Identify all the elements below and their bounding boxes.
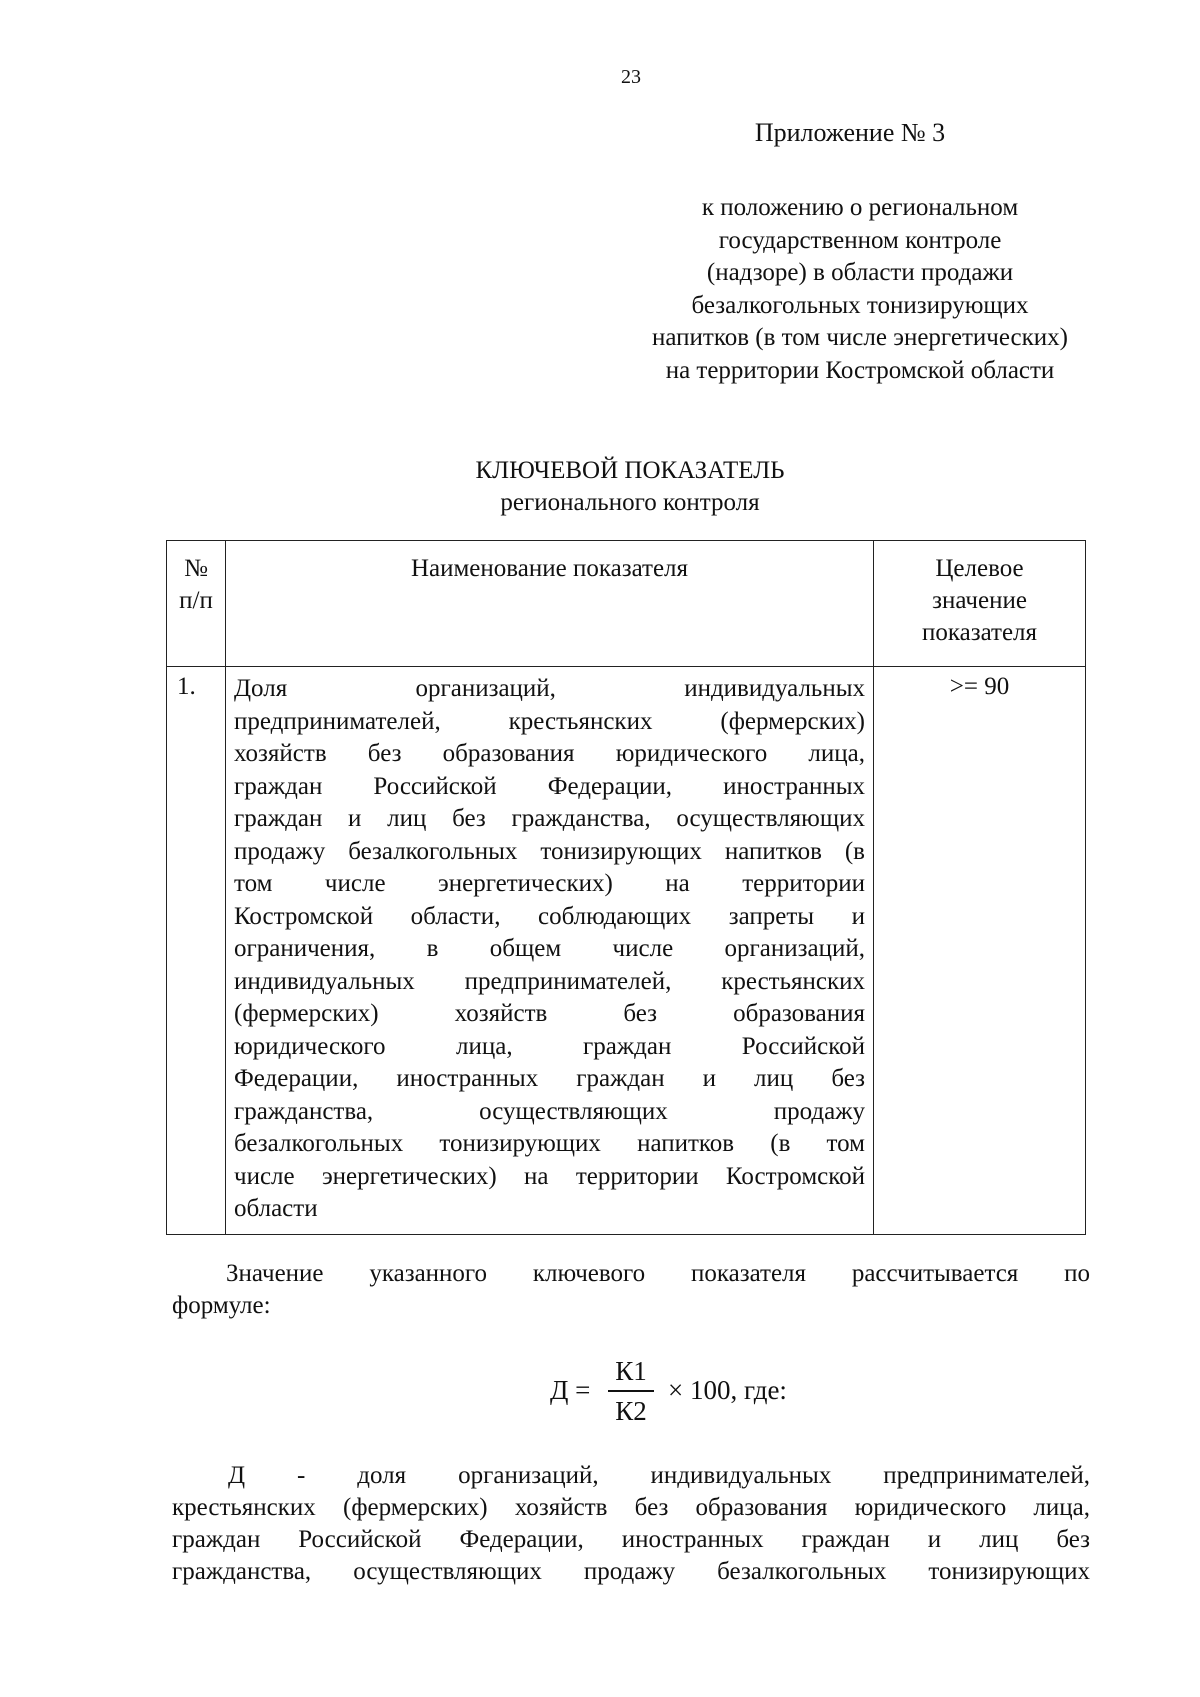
header-target-line: значение bbox=[932, 587, 1027, 614]
appendix-subtitle-line: напитков (в том числе энергетических) bbox=[652, 324, 1068, 351]
row-name bbox=[226, 667, 874, 1235]
formula-denominator: К2 bbox=[615, 1395, 647, 1426]
paragraph-line: формуле: bbox=[172, 1292, 271, 1319]
row-name-line: Доля организаций, индивидуальных bbox=[234, 675, 865, 702]
row-name-line: (фермерских) хозяйств без образования bbox=[234, 1000, 865, 1027]
header-number bbox=[167, 541, 226, 667]
row-name-line: области bbox=[234, 1195, 318, 1222]
row-name-line: граждан Российской Федерации, иностранных bbox=[234, 772, 865, 800]
table-header-row bbox=[167, 541, 1086, 667]
formula-numerator: К1 bbox=[615, 1356, 647, 1386]
row-name-line: числе энергетических) на территории Костромской bbox=[234, 1162, 865, 1190]
formula-intro-paragraph bbox=[172, 1258, 1090, 1322]
paragraph-line: граждан Российской Федерации, иностранных граждан и лиц без bbox=[172, 1526, 1090, 1553]
paragraph-line: крестьянских (фермерских) хозяйств без образования юридического лица, bbox=[172, 1494, 1090, 1521]
row-name-line: том числе энергетических) на территории bbox=[234, 870, 865, 897]
document-title: КЛЮЧЕВОЙ ПОКАЗАТЕЛЬ bbox=[475, 457, 785, 484]
header-number-line: № bbox=[184, 555, 208, 582]
row-name-line: граждан и лиц без гражданства, осуществляющих bbox=[234, 805, 865, 832]
appendix-subtitle-line: на территории Костромской области bbox=[665, 356, 1055, 384]
row-name-line: хозяйств без образования юридического лица, bbox=[234, 740, 865, 767]
table-row bbox=[167, 667, 1086, 1235]
header-target-line: Целевое bbox=[935, 555, 1024, 582]
header-target bbox=[874, 541, 1086, 667]
document-subtitle: регионального контроля bbox=[500, 489, 760, 516]
row-target-value: >= 90 bbox=[874, 667, 1086, 1235]
page-number: 23 bbox=[621, 66, 641, 88]
appendix-subtitle-line: к положению о региональном bbox=[701, 194, 1019, 221]
fraction-bar bbox=[608, 1390, 654, 1392]
row-name-line: Костромской области, соблюдающих запреты и bbox=[234, 902, 865, 930]
row-number: 1. bbox=[167, 667, 226, 1235]
formula-lhs: Д = bbox=[550, 1375, 591, 1405]
paragraph-line: Значение указанного ключевого показателя рассчитывается по bbox=[226, 1260, 1090, 1287]
appendix-subtitle-line: безалкогольных тонизирующих bbox=[691, 291, 1029, 319]
row-name-line: юридического лица, граждан Российской bbox=[234, 1032, 865, 1060]
header-name: Наименование показателя bbox=[226, 541, 874, 667]
header-target-line: показателя bbox=[921, 619, 1038, 646]
row-name-line: продажу безалкогольных тонизирующих напитков (в bbox=[234, 837, 865, 865]
formula-rhs: × 100, где: bbox=[668, 1375, 787, 1405]
row-name-line: безалкогольных тонизирующих напитков (в том bbox=[234, 1130, 865, 1157]
definition-paragraph bbox=[172, 1460, 1090, 1588]
appendix-subtitle-line: государственном контроле bbox=[718, 226, 1002, 254]
appendix-subtitle bbox=[600, 192, 1120, 387]
paragraph-line: гражданства, осуществляющих продажу безалкогольных тонизирующих bbox=[172, 1558, 1090, 1585]
row-name-line: предпринимателей, крестьянских (фермерских) bbox=[234, 707, 865, 735]
row-name-line: гражданства, осуществляющих продажу bbox=[234, 1097, 865, 1125]
appendix-title: Приложение № 3 bbox=[754, 118, 946, 147]
row-name-line: Федерации, иностранных граждан и лиц без bbox=[234, 1065, 865, 1092]
appendix-subtitle-line: (надзоре) в области продажи bbox=[706, 259, 1014, 286]
kpi-table bbox=[166, 540, 1086, 1235]
header-number-line: п/п bbox=[179, 587, 213, 614]
row-name-line: ограничения, в общем числе организаций, bbox=[234, 935, 865, 962]
paragraph-line: Д - доля организаций, индивидуальных предпринимателей, bbox=[228, 1462, 1090, 1489]
formula-fraction bbox=[608, 1355, 654, 1427]
row-name-line: индивидуальных предпринимателей, крестьянских bbox=[234, 967, 865, 995]
